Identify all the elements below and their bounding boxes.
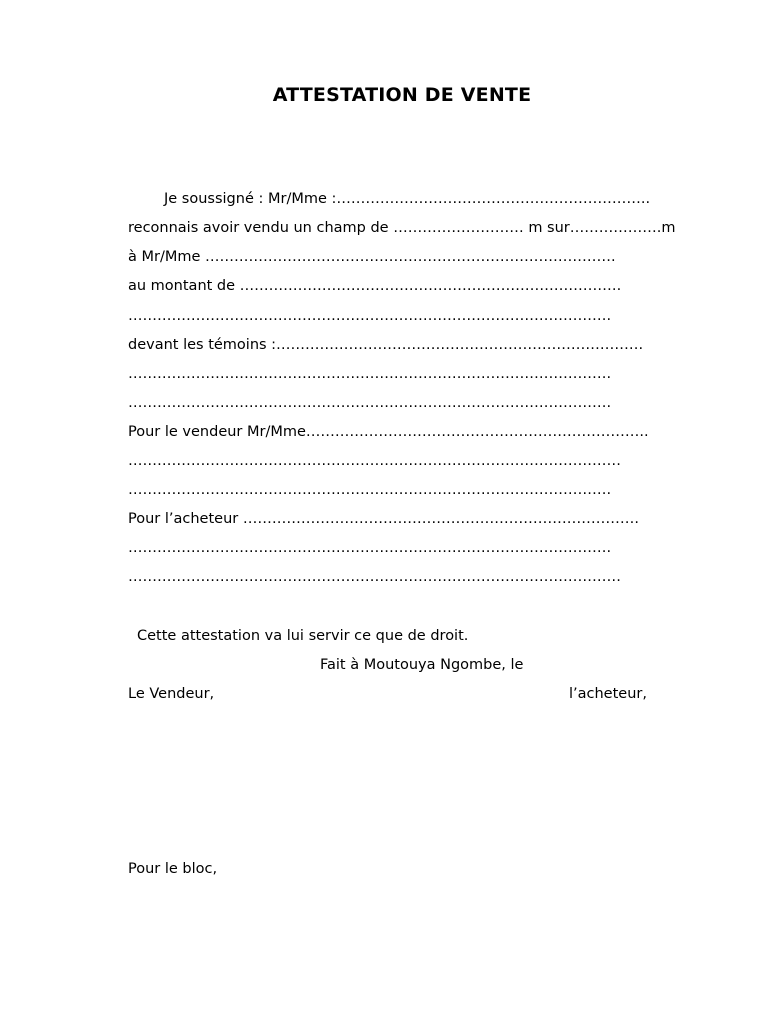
closing-statement: Cette attestation va lui servir ce que de droit. xyxy=(137,628,469,644)
dotted-line: ………………………………………………………………………………………. xyxy=(128,540,612,556)
field-size-line: reconnais avoir vendu un champ de ……………………… m sur……………….m xyxy=(128,220,676,236)
seller-signature-label: Le Vendeur, xyxy=(128,686,215,702)
dotted-line: ………………………………………………………………………………………. xyxy=(128,308,612,324)
document-title: ATTESTATION DE VENTE xyxy=(272,84,532,106)
bloc-signature-label: Pour le bloc, xyxy=(128,861,218,877)
dotted-line: ………………………………………………………………………………………… xyxy=(128,453,621,469)
dotted-line: ………………………………………………………………………………………. xyxy=(128,395,612,411)
seller-witness-line: Pour le vendeur Mr/Mme…………………………………………………………….. xyxy=(128,424,649,440)
buyer-witness-line: Pour l’acheteur ………………………………………………………………………. xyxy=(128,511,639,527)
dotted-line: ………………………………………………………………………………………. xyxy=(128,366,612,382)
buyer-signature-label: l’acheteur, xyxy=(569,686,647,702)
amount-line: au montant de ……………………………………………………………………. xyxy=(128,278,622,294)
buyer-name-line: à Mr/Mme …………………………………………………………………………. xyxy=(128,249,616,265)
dotted-line: ………………………………………………………………………………………. xyxy=(128,482,612,498)
witnesses-line: devant les témoins :…………………………………………………………………. xyxy=(128,337,644,353)
seller-name-line: Je soussigné : Mr/Mme :……………………………………………………….. xyxy=(164,191,651,207)
dotted-line: ………………………………………………………………………………………… xyxy=(128,569,621,585)
place-date-line: Fait à Moutouya Ngombe, le xyxy=(320,657,524,673)
